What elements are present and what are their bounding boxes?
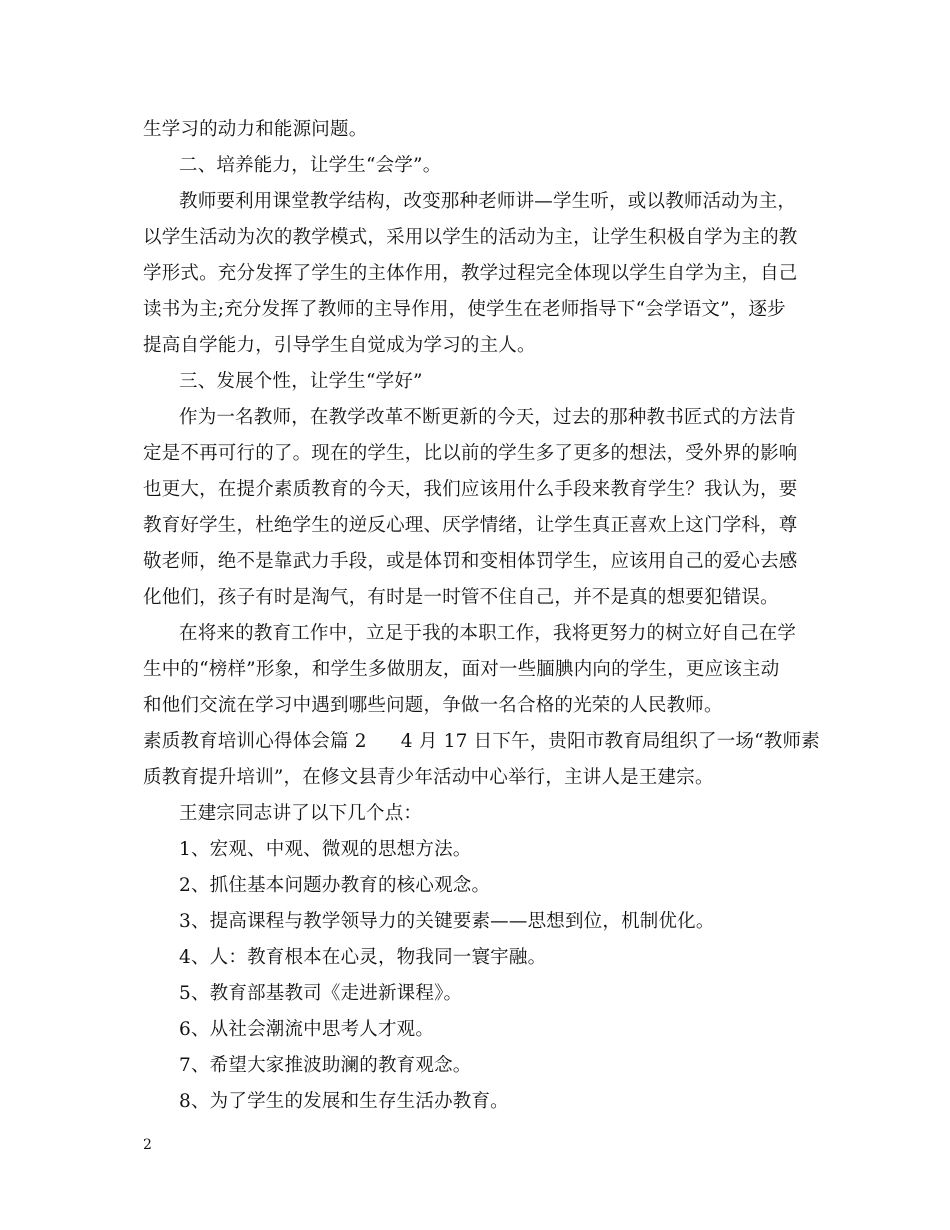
- page-number: 2: [143, 1137, 152, 1153]
- text-line: 生中的“榜样”形象，和学生多做朋友，面对一些腼腆内向的学生，更应该主动: [143, 659, 780, 680]
- text-line: 2、抓住基本问题办教育的核心观念。: [179, 875, 491, 896]
- paragraph-block: [143, 760, 808, 1120]
- text-line: 3、提高课程与教学领导力的关键要素——思想到位，机制优化。: [179, 911, 715, 932]
- section-heading-line: [143, 724, 820, 760]
- text-line: 二、培养能力，让学生“会学”。: [179, 155, 442, 176]
- text-line: 在将来的教育工作中，立足于我的本职工作，我将更努力的树立好自己在学: [179, 623, 797, 644]
- text-line: 质教育提升培训”，在修文县青少年活动中心举行，主讲人是王建宗。: [143, 767, 714, 788]
- text-line: 教育好学生，杜绝学生的逆反心理、厌学情绪，让学生真正喜欢上这门学科，尊: [143, 515, 798, 536]
- text-line: 化他们，孩子有时是淘气，有时是一时管不住自己，并不是真的想要犯错误。: [143, 587, 779, 608]
- section-intro: 4 月 17 日下午，贵阳市教育局组织了一场“教师素: [400, 731, 820, 752]
- text-line: 读书为主;充分发挥了教师的主导作用，使学生在老师指导下“会学语文”，逐步: [143, 299, 786, 320]
- text-line: 生学习的动力和能源问题。: [143, 119, 368, 140]
- text-line: 也更大，在提介素质教育的今天，我们应该用什么手段来教育学生？我认为，要: [143, 479, 798, 500]
- text-line: 5、教育部基教司《走进新课程》。: [179, 983, 463, 1004]
- text-line: 敬老师，绝不是靠武力手段，或是体罚和变相体罚学生，应该用自己的爱心去感: [143, 551, 798, 572]
- text-line: 教师要利用课堂教学结构，改变那种老师讲—学生听，或以教师活动为主，: [179, 191, 797, 212]
- document-body: [143, 112, 820, 1120]
- text-line: 7、希望大家推波助澜的教育观念。: [179, 1055, 472, 1076]
- text-line: 1、宏观、中观、微观的思想方法。: [179, 839, 472, 860]
- text-line: 王建宗同志讲了以下几个点：: [179, 803, 423, 824]
- text-line: 以学生活动为次的教学模式，采用以学生的活动为主，让学生积极自学为主的教: [143, 227, 798, 248]
- text-line: 作为一名教师，在教学改革不断更新的今天，过去的那种教书匠式的方法肯: [179, 407, 797, 428]
- text-line: 三、发展个性，让学生“学好”: [179, 371, 423, 392]
- text-line: 和他们交流在学习中遇到哪些问题，争做一名合格的光荣的人民教师。: [143, 695, 723, 716]
- paragraph-block: [143, 112, 808, 724]
- text-line: 4、人：教育根本在心灵，物我同一寰宇融。: [179, 947, 547, 968]
- text-line: 定是不再可行的了。现在的学生，比以前的学生多了更多的想法，受外界的影响: [143, 443, 798, 464]
- section-title: 素质教育培训心得体会篇 2: [143, 731, 367, 752]
- text-line: 6、从社会潮流中思考人才观。: [179, 1019, 435, 1040]
- text-line: 提高自学能力，引导学生自觉成为学习的主人。: [143, 335, 536, 356]
- text-line: 学形式。充分发挥了学生的主体作用，教学过程完全体现以学生自学为主，自己: [143, 263, 798, 284]
- text-line: 8、为了学生的发展和生存生活办教育。: [179, 1091, 509, 1112]
